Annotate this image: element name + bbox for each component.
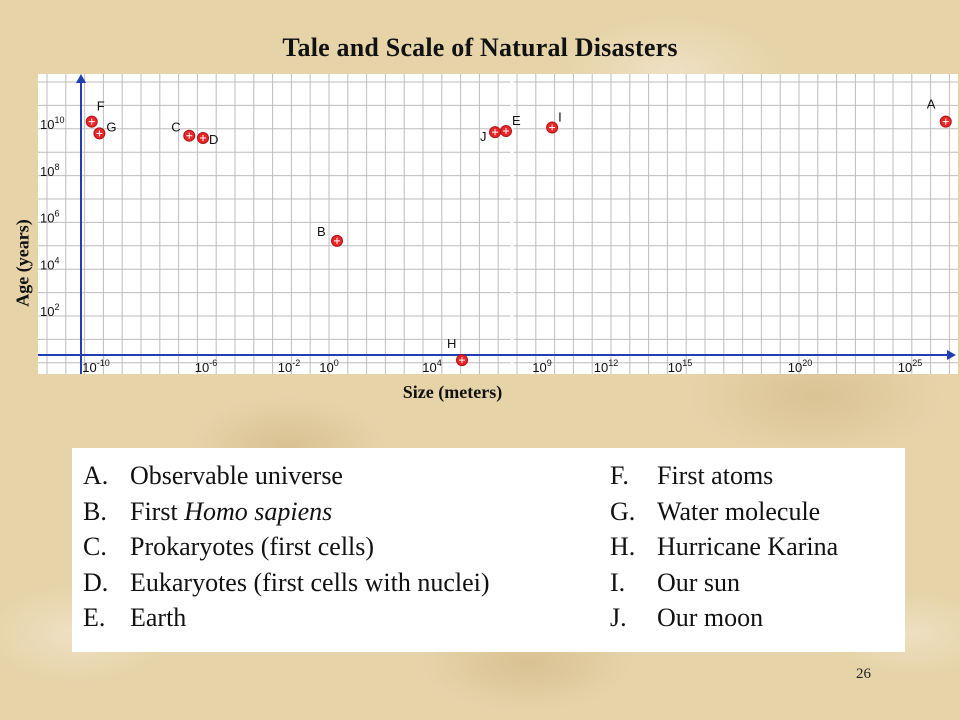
legend-text: Hurricane Karina xyxy=(657,532,839,561)
legend-item xyxy=(83,565,490,601)
x-tick-exponent: 0 xyxy=(333,358,339,368)
y-tick-label: $10^6$ xyxy=(40,208,60,226)
point-label-g: G xyxy=(106,119,117,135)
x-tick-exponent: -2 xyxy=(292,358,301,368)
y-tick-exponent: 6 xyxy=(54,208,60,219)
legend-letter: C. xyxy=(83,532,107,561)
legend-letter: D. xyxy=(83,567,109,597)
point-label-a: A xyxy=(926,96,936,112)
legend-column-left xyxy=(83,458,490,636)
x-tick-label: $10^{-2}$ xyxy=(277,358,301,375)
x-tick-label: $10^{15}$ xyxy=(667,358,693,375)
y-tick-exponent: 4 xyxy=(54,255,60,266)
point-label-f: F xyxy=(96,98,105,114)
x-tick-label: $10^0$ xyxy=(319,358,339,375)
point-label-i: I xyxy=(558,109,562,125)
legend-text: Our moon xyxy=(657,603,764,632)
y-tick-label: $10^2$ xyxy=(40,302,60,319)
point-label-e: E xyxy=(512,113,521,129)
y-tick-exponent: 2 xyxy=(54,302,60,312)
legend-text: Prokaryotes (first cells) xyxy=(130,532,375,561)
legend-text: Water molecule xyxy=(657,496,821,526)
x-tick-exponent: 25 xyxy=(912,358,923,368)
legend-letter: A. xyxy=(83,461,109,490)
x-tick-label: $10^4$ xyxy=(422,358,442,375)
x-tick-label: $10^{12}$ xyxy=(593,358,619,375)
legend-item xyxy=(83,458,490,494)
point-label-c: C xyxy=(171,119,181,135)
legend-item xyxy=(83,529,490,565)
x-tick-exponent: -10 xyxy=(96,358,110,368)
y-axis-label-container xyxy=(3,205,43,320)
point-label-h: H xyxy=(447,336,457,352)
legend-letter: B. xyxy=(83,496,107,526)
legend-item xyxy=(83,600,490,636)
x-tick-label: $10^9$ xyxy=(532,358,552,375)
legend-letter: I. xyxy=(610,567,626,597)
legend-letter: H. xyxy=(610,532,636,561)
legend-item xyxy=(610,565,838,601)
x-tick-label: $10^{-6}$ xyxy=(194,358,218,375)
x-tick-exponent: 12 xyxy=(608,358,619,368)
y-tick-label: $10^8$ xyxy=(40,161,60,179)
legend-text: First atoms xyxy=(657,461,774,490)
x-tick-label: $10^{25}$ xyxy=(897,358,923,375)
legend-text: Eukaryotes (first cells with nuclei) xyxy=(130,567,490,597)
x-tick-exponent: -6 xyxy=(209,358,218,368)
legend-column-right xyxy=(610,458,838,636)
x-tick-exponent: 20 xyxy=(802,358,813,368)
point-label-d: D xyxy=(209,132,219,148)
legend-text: Earth xyxy=(130,603,187,632)
legend-item xyxy=(610,494,838,530)
legend-text: Homo sapiens xyxy=(184,496,333,526)
x-axis-label: Size (meters) xyxy=(402,382,503,402)
legend-letter: E. xyxy=(83,603,106,632)
legend-text: Our sun xyxy=(657,567,741,597)
page-number: 26 xyxy=(856,666,871,682)
y-axis-label: Age (years) xyxy=(12,218,33,307)
legend-item xyxy=(610,458,838,494)
y-tick-label: $10^{10}$ xyxy=(40,115,65,132)
legend-item xyxy=(610,529,838,565)
legend-text: First xyxy=(130,496,185,526)
y-tick-exponent: 10 xyxy=(54,115,65,125)
legend-letter: J. xyxy=(610,603,627,632)
legend-item xyxy=(83,494,490,530)
point-label-b: B xyxy=(317,223,326,239)
y-tick-exponent: 8 xyxy=(54,161,60,172)
chart-title: Tale and Scale of Natural Disasters xyxy=(282,33,678,62)
x-tick-label: $10^{-10}$ xyxy=(82,358,110,375)
legend-item xyxy=(610,600,838,636)
point-label-j: J xyxy=(480,129,487,145)
point-key-legend xyxy=(72,448,905,652)
legend-letter: G. xyxy=(610,496,636,526)
x-tick-exponent: 4 xyxy=(436,358,442,368)
legend-letter: F. xyxy=(610,461,629,490)
x-tick-label: $10^{20}$ xyxy=(787,358,813,375)
legend-text: Observable universe xyxy=(130,461,343,490)
y-tick-label: $10^4$ xyxy=(40,255,60,273)
x-tick-exponent: 15 xyxy=(682,358,693,368)
x-tick-exponent: 9 xyxy=(546,358,552,368)
